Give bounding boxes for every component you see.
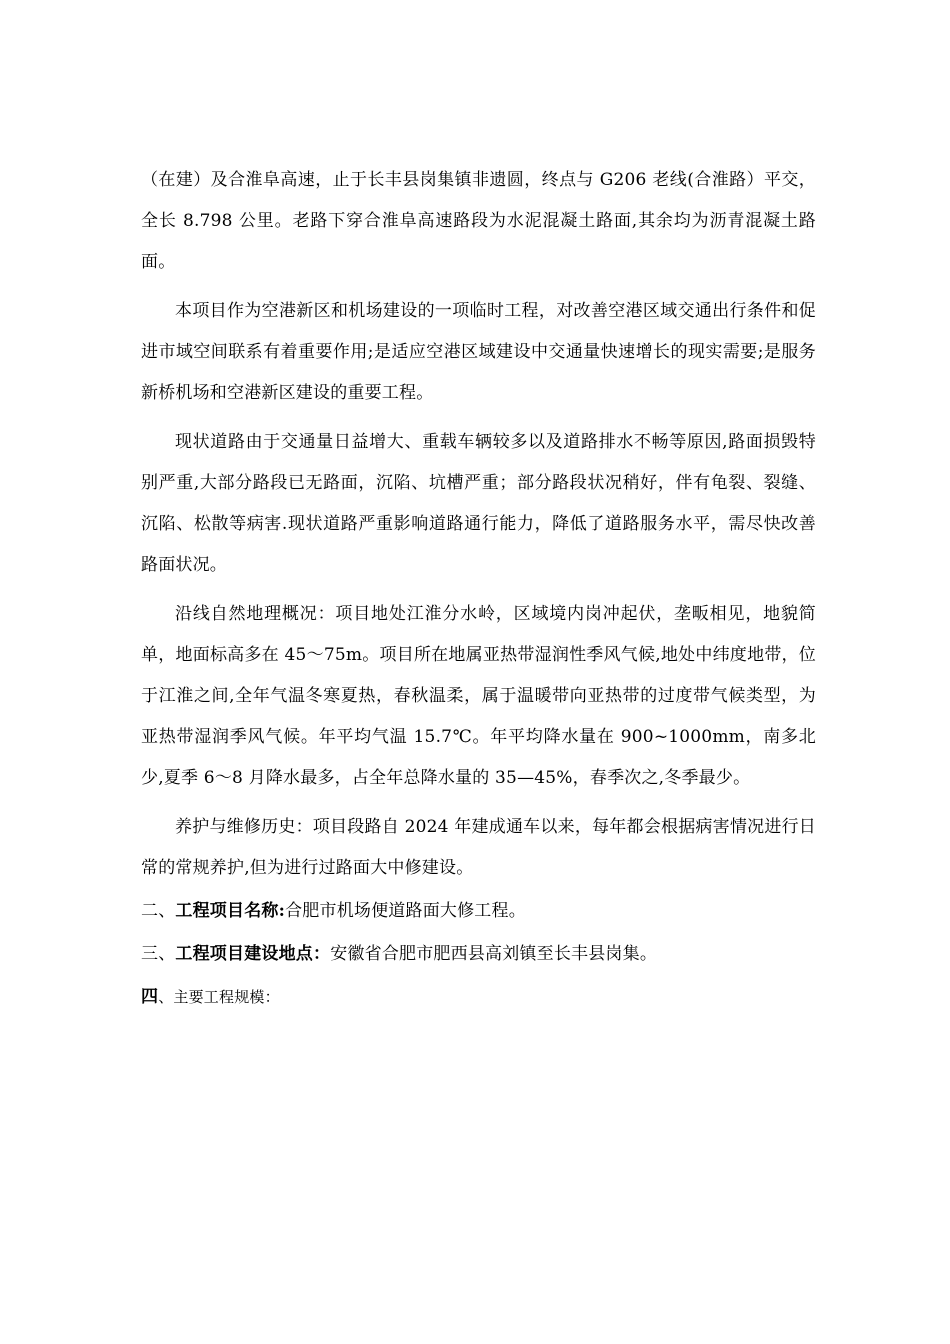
section-label: 工程项目建设地点： bbox=[175, 944, 331, 964]
paragraph-geography-climate: 沿线自然地理概况：项目地处江淮分水岭，区域境内岗冲起伏，垄畈相见，地貌简单，地面标高多在 45～75m。项目所在地属亚热带湿润性季风气候,地处中纬度地带，位于江淮之间,全年气温冬寒夏热，春秋温柔，属于温暖带向亚热带的过度带气候类型，为亚热带湿润季风气候。年平均气温 15.7℃。年平均降水量在 900~1000mm，南多北少,夏季 6～8 月降水最多，占全年总降水量的 35—45%，春季次之,冬季最少。 bbox=[141, 604, 816, 788]
section-project-name bbox=[141, 891, 816, 932]
section-project-location bbox=[141, 934, 816, 975]
section-value: 安徽省合肥市肥西县高刘镇至长丰县岗集。 bbox=[330, 944, 658, 964]
document-body bbox=[141, 160, 816, 1018]
paragraph-road-condition: 现状道路由于交通量日益增大、重载车辆较多以及道路排水不畅等原因,路面损毁特别严重,大部分路段已无路面，沉陷、坑槽严重；部分路段状况稍好，伴有龟裂、裂缝、沉陷、松散等病害.现状道路严重影响道路通行能力，降低了道路服务水平，需尽快改善路面状况。 bbox=[141, 432, 816, 575]
paragraph-project-significance: 本项目作为空港新区和机场建设的一项临时工程，对改善空港区域交通出行条件和促进市域空间联系有着重要作用;是适应空港区域建设中交通量快速增长的现实需要;是服务新桥机场和空港新区建设的重要工程。 bbox=[141, 301, 816, 403]
section-label: 、主要工程规模： bbox=[158, 988, 280, 1006]
paragraph-route-description: （在建）及合淮阜高速，止于长丰县岗集镇非遗圆，终点与 G206 老线(合淮路）平交，全长 8.798 公里。老路下穿合淮阜高速路段为水泥混凝土路面,其余均为沥青混凝土路面。 bbox=[141, 170, 816, 272]
section-project-scale bbox=[141, 977, 816, 1018]
section-number: 四 bbox=[141, 987, 159, 1007]
section-label: 工程项目名称: bbox=[175, 901, 286, 921]
paragraph-maintenance-history: 养护与维修历史：项目段路自 2024 年建成通车以来，每年都会根据病害情况进行日常的常规养护,但为进行过路面大中修建设。 bbox=[141, 817, 816, 878]
section-number: 二、 bbox=[141, 901, 176, 921]
section-value: 合肥市机场便道路面大修工程。 bbox=[285, 901, 526, 921]
section-number: 三、 bbox=[141, 944, 176, 964]
